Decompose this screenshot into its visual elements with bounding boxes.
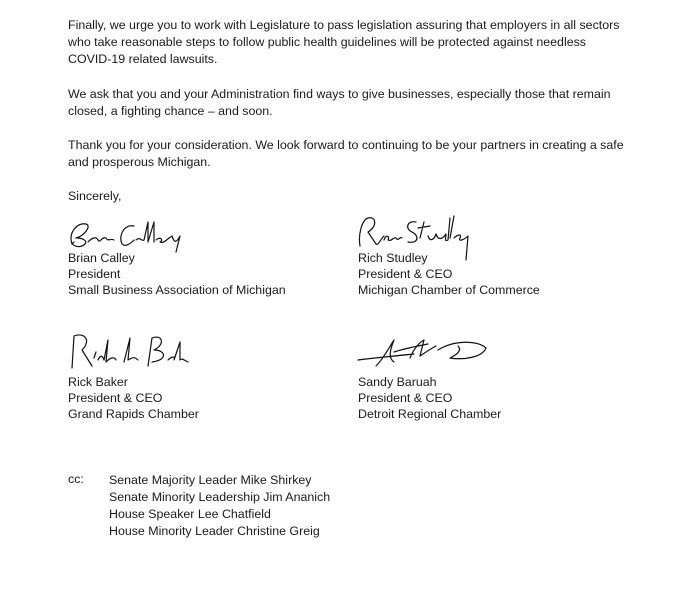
cc-list [109, 472, 330, 540]
cc-recipient: Senate Minority Leadership Jim Ananich [109, 490, 331, 504]
signature-brian-calley [64, 214, 194, 254]
signatory-4 [358, 374, 501, 422]
signatory-title: President & CEO [68, 391, 163, 405]
cc-label: cc: [68, 472, 84, 486]
paragraph-fighting-chance: We ask that you and your Administration find ways to give businesses, especially those that remain closed, a fighting chance – and soon. [68, 87, 611, 118]
signature-rick-baker [64, 330, 194, 376]
signatory-title: President & CEO [358, 267, 453, 281]
signatory-org: Small Business Association of Michigan [68, 283, 286, 297]
signatory-1 [68, 250, 286, 298]
signatory-title: President & CEO [358, 391, 453, 405]
signatory-name: Rich Studley [358, 251, 428, 265]
signatory-org: Michigan Chamber of Commerce [358, 283, 540, 297]
cc-recipient: House Speaker Lee Chatfield [109, 507, 271, 521]
signatory-org: Detroit Regional Chamber [358, 407, 502, 421]
paragraph-lawsuits: Finally, we urge you to work with Legislature to pass legislation assuring that employers in all sectors who take reasonable steps to follow public health guidelines will be protected against needless COVID-19 related lawsuits. [68, 18, 620, 66]
signatory-name: Brian Calley [68, 251, 135, 265]
signatory-title: President [68, 267, 121, 281]
signatory-name: Sandy Baruah [358, 375, 437, 389]
paragraph-thank-you: Thank you for your consideration. We look forward to continuing to be your partners in creating a safe and prosperous Michigan. [68, 138, 624, 169]
cc-recipient: Senate Majority Leader Mike Shirkey [109, 473, 312, 487]
cc-recipient: House Minority Leader Christine Greig [109, 524, 320, 538]
signatory-org: Grand Rapids Chamber [68, 407, 199, 421]
signatory-2 [358, 250, 540, 298]
signatory-3 [68, 374, 199, 422]
signatory-name: Rick Baker [68, 375, 128, 389]
closing: Sincerely, [68, 189, 122, 203]
signature-sandy-baruah [354, 332, 494, 372]
